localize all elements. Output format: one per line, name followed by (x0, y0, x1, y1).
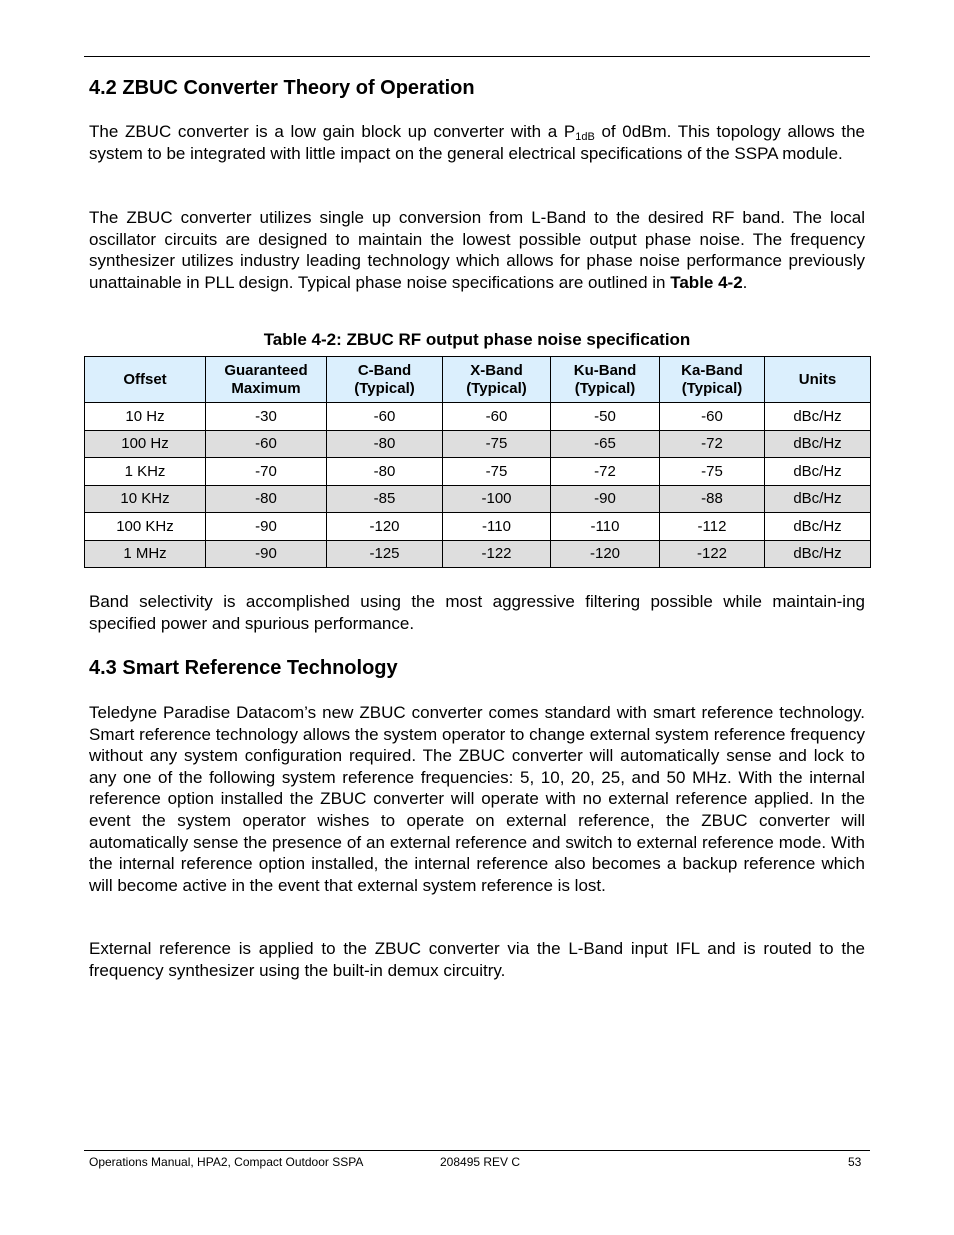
table-cell: 10 Hz (85, 403, 206, 431)
table-row (85, 403, 871, 431)
table-cell: -85 (327, 485, 443, 513)
table-cell: -75 (443, 430, 551, 458)
table-cell: -110 (443, 513, 551, 541)
header-line2: (Typical) (681, 379, 743, 397)
header-rule (84, 56, 870, 57)
p1-text-after: of 0dBm. This topology allows the system to be integrated with little impact on the general electrical specifications of the SSPA module. (89, 122, 865, 163)
paragraph-up-conversion (89, 207, 865, 293)
paragraph-external-reference: External reference is applied to the ZBUC converter via the L-Band input IFL and is routed to the frequency synthesizer using the built-in demux circuitry. (89, 939, 865, 980)
table-cell: -80 (327, 458, 443, 486)
table-row (85, 485, 871, 513)
table-cell: -60 (206, 430, 327, 458)
table-cell: dBc/Hz (765, 430, 871, 458)
table-cell: -72 (660, 430, 765, 458)
table-cell: -90 (206, 513, 327, 541)
table-row (85, 430, 871, 458)
table-cell: -60 (443, 403, 551, 431)
page-number: 53 (848, 1155, 862, 1169)
table-cell: -120 (327, 513, 443, 541)
table-cell: -100 (443, 485, 551, 513)
table-cell: -60 (327, 403, 443, 431)
paragraph-band-selectivity: Band selectivity is accomplished using the most aggressive filtering possible while maintain-ing specified power and spurious performance. (89, 592, 865, 633)
section-heading-4-3: 4.3 Smart Reference Technology (89, 657, 398, 679)
column-header (206, 357, 327, 403)
table-cell: -75 (660, 458, 765, 486)
table-header-row (85, 357, 871, 403)
table-cell: -50 (551, 403, 660, 431)
column-header (765, 357, 871, 403)
header-line1: Units (798, 370, 837, 388)
table-cell: -80 (327, 430, 443, 458)
column-header (327, 357, 443, 403)
p1-text-before: The ZBUC converter is a low gain block up converter with a P (89, 122, 576, 141)
p1-subscript: 1dB (575, 131, 595, 143)
table-cell: -65 (551, 430, 660, 458)
table-cell: 1 KHz (85, 458, 206, 486)
table-cell: dBc/Hz (765, 540, 871, 568)
table-cell: 10 KHz (85, 485, 206, 513)
table-cell: -88 (660, 485, 765, 513)
header-line1: X-Band (470, 361, 523, 379)
header-line2: (Typical) (354, 379, 415, 397)
section-heading-4-2: 4.2 ZBUC Converter Theory of Operation (89, 77, 475, 99)
paragraph-smart-reference: Teledyne Paradise Datacom’s new ZBUC converter comes standard with smart reference technology. Smart reference technology allows the system operator to change external system reference frequency without any system configuration required. The ZBUC converter will automatically sense and lock to any one of the following system reference frequencies: 5, 10, 20, 25, and 50 MHz. With the internal reference option installed the ZBUC converter will operate with no external reference applied. In the event the system operator wishes to operate on external reference, the ZBUC converter will automatically sense the presence of an external reference and switch to external reference mode. With the internal reference option installed, the internal reference also becomes a backup reference which will become active in the event that external system reference is lost. (89, 703, 865, 895)
table-row (85, 458, 871, 486)
table-caption: Table 4-2: ZBUC RF output phase noise specification (263, 330, 691, 349)
table-cell: -122 (660, 540, 765, 568)
table-cell: -112 (660, 513, 765, 541)
table-cell: -110 (551, 513, 660, 541)
footer-doc-number: 208495 REV C (440, 1155, 521, 1169)
column-header (443, 357, 551, 403)
header-line1: Ku-Band (573, 361, 637, 379)
table-row (85, 513, 871, 541)
table-reference: Table 4-2 (670, 272, 743, 292)
column-header (551, 357, 660, 403)
table-cell: dBc/Hz (765, 485, 871, 513)
table-cell: 1 MHz (85, 540, 206, 568)
table-cell: -90 (206, 540, 327, 568)
p2-text: The ZBUC converter utilizes single up conversion from L-Band to the desired RF band. The local oscillator circuits are designed to maintain the lowest possible output phase noise. The frequency synthesizer utilizes industry leading technology which allows for phase noise performance previously unattainable in PLL design. Typical phase noise specifications are outlined in (89, 208, 865, 292)
paragraph-zbuc-overview (89, 121, 865, 164)
table-cell: 100 Hz (85, 430, 206, 458)
column-header (85, 357, 206, 403)
header-line1: Guaranteed (224, 361, 308, 379)
table-cell: dBc/Hz (765, 403, 871, 431)
header-line1: Ka-Band (681, 361, 743, 379)
table-cell: -70 (206, 458, 327, 486)
table-cell: 100 KHz (85, 513, 206, 541)
header-line2: Maximum (231, 379, 301, 397)
footer-rule (84, 1150, 870, 1151)
p2-end: . (742, 272, 748, 292)
table-cell: -72 (551, 458, 660, 486)
column-header (660, 357, 765, 403)
table-cell: -120 (551, 540, 660, 568)
table-cell: -75 (443, 458, 551, 486)
header-line2: (Typical) (466, 379, 527, 397)
table-cell: -90 (551, 485, 660, 513)
table-cell: dBc/Hz (765, 513, 871, 541)
table-cell: -125 (327, 540, 443, 568)
table-cell: -122 (443, 540, 551, 568)
table-cell: dBc/Hz (765, 458, 871, 486)
footer-manual-title: Operations Manual, HPA2, Compact Outdoor SSPA (89, 1155, 364, 1169)
header-line1: Offset (123, 370, 167, 388)
header-line1: C-Band (357, 361, 412, 379)
table-cell: -80 (206, 485, 327, 513)
table-cell: -60 (660, 403, 765, 431)
phase-noise-table (84, 356, 871, 568)
table-row (85, 540, 871, 568)
table-cell: -30 (206, 403, 327, 431)
header-line2: (Typical) (574, 379, 636, 397)
